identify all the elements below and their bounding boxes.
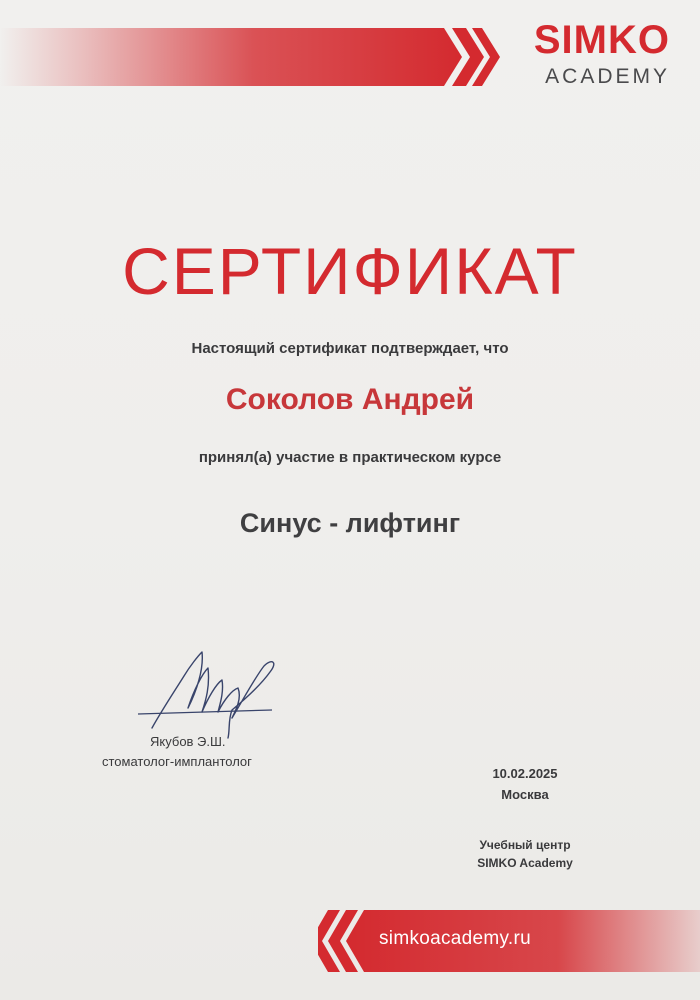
issue-date: 10.02.2025 (492, 766, 558, 781)
recipient-name: Соколов Андрей (225, 383, 475, 416)
issuer-label: Учебный центр (479, 838, 571, 852)
issue-city: Москва (501, 787, 549, 802)
issuer-name: SIMKO Academy (477, 856, 573, 870)
header-red-band (0, 28, 500, 86)
signer-name: Якубов Э.Ш. (150, 734, 226, 749)
participation-text: принял(а) участие в практическом курсе (198, 449, 502, 466)
certificate-title: СЕРТИФИКАТ (122, 234, 578, 308)
website-link[interactable]: simkoacademy.ru (379, 928, 531, 949)
signature-mark (132, 640, 292, 740)
signer-title: стоматолог-имплантолог (102, 754, 252, 769)
brand-logo-name: SIMKO (533, 18, 670, 62)
confirmation-text: Настоящий сертификат подтверждает, что (191, 340, 509, 357)
course-name: Синус - лифтинг (239, 508, 461, 538)
brand-logo-subtitle: ACADEMY (545, 65, 670, 88)
